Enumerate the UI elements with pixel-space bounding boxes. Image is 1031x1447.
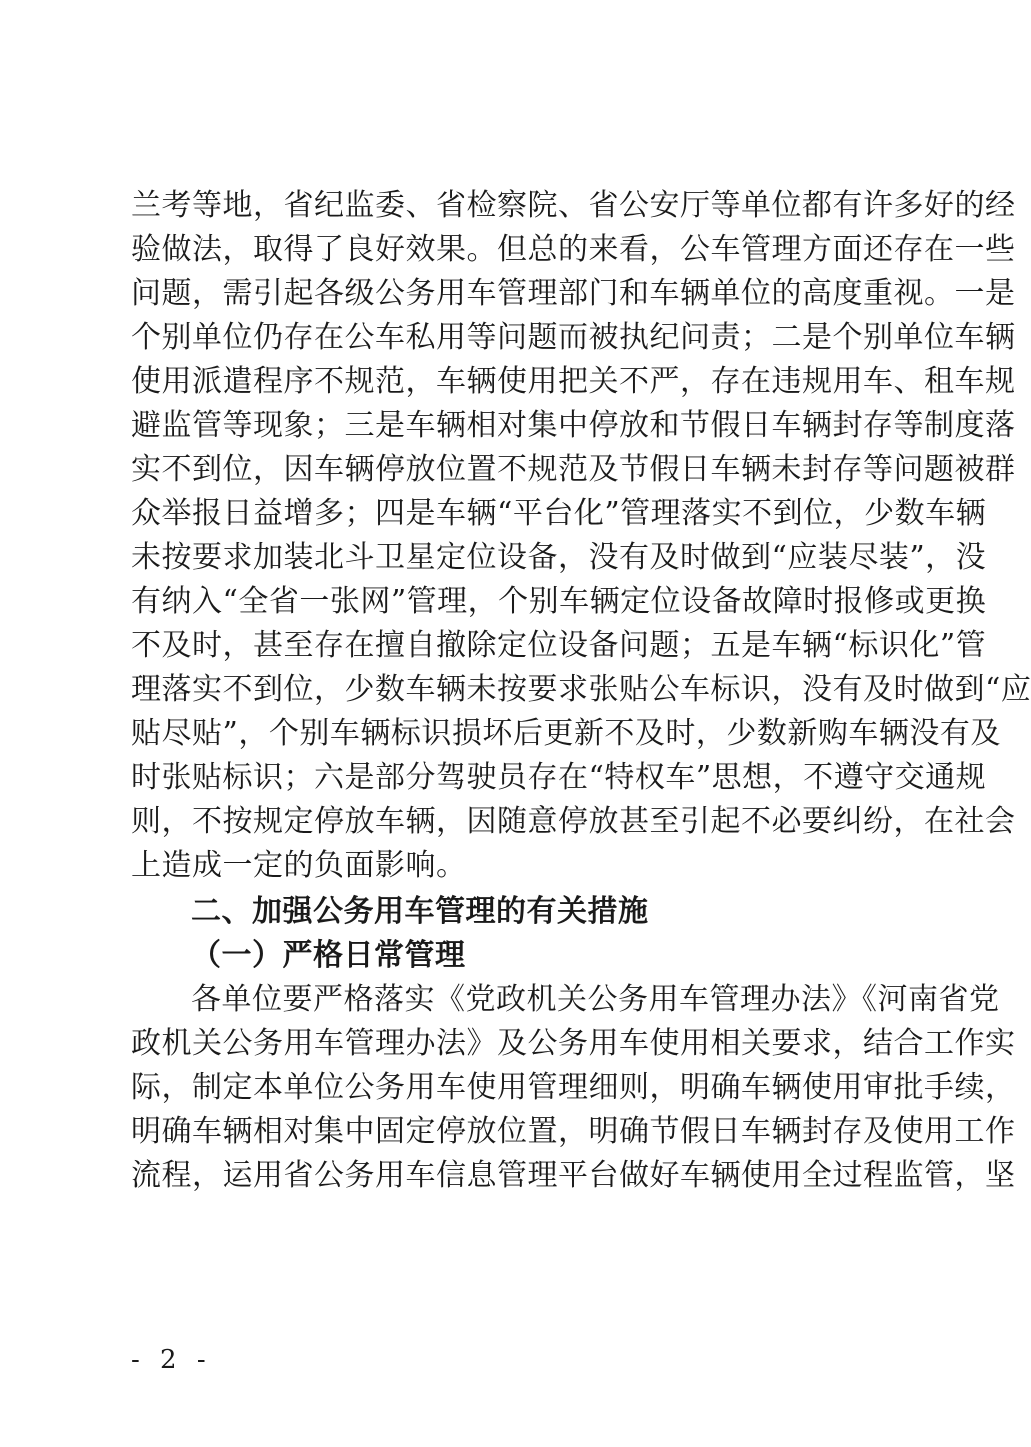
paragraph-2 — [131, 978, 1016, 1198]
text-line: 验做法，取得了良好效果。但总的来看，公车管理方面还存在一些 — [131, 232, 1016, 267]
text-line: 明确车辆相对集中固定停放位置，明确节假日车辆封存及使用工作 — [131, 1114, 1016, 1149]
text-line: 流程，运用省公务用车信息管理平台做好车辆使用全过程监管，坚 — [131, 1158, 1016, 1193]
subsection-heading: （一）严格日常管理 — [191, 938, 466, 973]
text-line: 时张贴标识；六是部分驾驶员存在“特权车”思想，不遵守交通规 — [131, 760, 987, 795]
text-line: 际，制定本单位公务用车使用管理细则，明确车辆使用审批手续， — [131, 1070, 1016, 1105]
text-line: 众举报日益增多；四是车辆“平台化”管理落实不到位，少数车辆 — [131, 496, 987, 531]
text-line: 避监管等现象；三是车辆相对集中停放和节假日车辆封存等制度落 — [131, 408, 1016, 443]
text-line: 问题，需引起各级公务用车管理部门和车辆单位的高度重视。一是 — [131, 276, 1016, 311]
section-heading: 二、加强公务用车管理的有关措施 — [191, 894, 649, 929]
text-line: 上造成一定的负面影响。 — [131, 848, 467, 883]
text-line: 未按要求加装北斗卫星定位设备，没有及时做到“应装尽装”，没 — [131, 540, 987, 575]
page-number: - 2 - — [131, 1345, 212, 1375]
text-line: 不及时，甚至存在擅自撤除定位设备问题；五是车辆“标识化”管 — [131, 628, 987, 663]
text-line: 实不到位，因车辆停放位置不规范及节假日车辆未封存等问题被群 — [131, 452, 1016, 487]
text-line: 个别单位仍存在公车私用等问题而被执纪问责；二是个别单位车辆 — [131, 320, 1016, 355]
text-line: 政机关公务用车管理办法》及公务用车使用相关要求，结合工作实 — [131, 1026, 1016, 1061]
text-line: 使用派遣程序不规范，车辆使用把关不严，存在违规用车、租车规 — [131, 364, 1016, 399]
text-line: 有纳入“全省一张网”管理，个别车辆定位设备故障时报修或更换 — [131, 584, 987, 619]
document-body — [131, 184, 1031, 1198]
text-line: 则，不按规定停放车辆，因随意停放甚至引起不必要纠纷，在社会 — [131, 804, 1016, 839]
paragraph-1 — [131, 184, 1031, 888]
text-line: 理落实不到位，少数车辆未按要求张贴公车标识，没有及时做到“应 — [131, 672, 1031, 707]
text-line: 兰考等地，省纪监委、省检察院、省公安厅等单位都有许多好的经 — [131, 188, 1016, 223]
text-line: 各单位要严格落实《党政机关公务用车管理办法》《河南省党 — [191, 982, 1000, 1017]
text-line: 贴尽贴”，个别车辆标识损坏后更新不及时，少数新购车辆没有及 — [131, 716, 1001, 751]
